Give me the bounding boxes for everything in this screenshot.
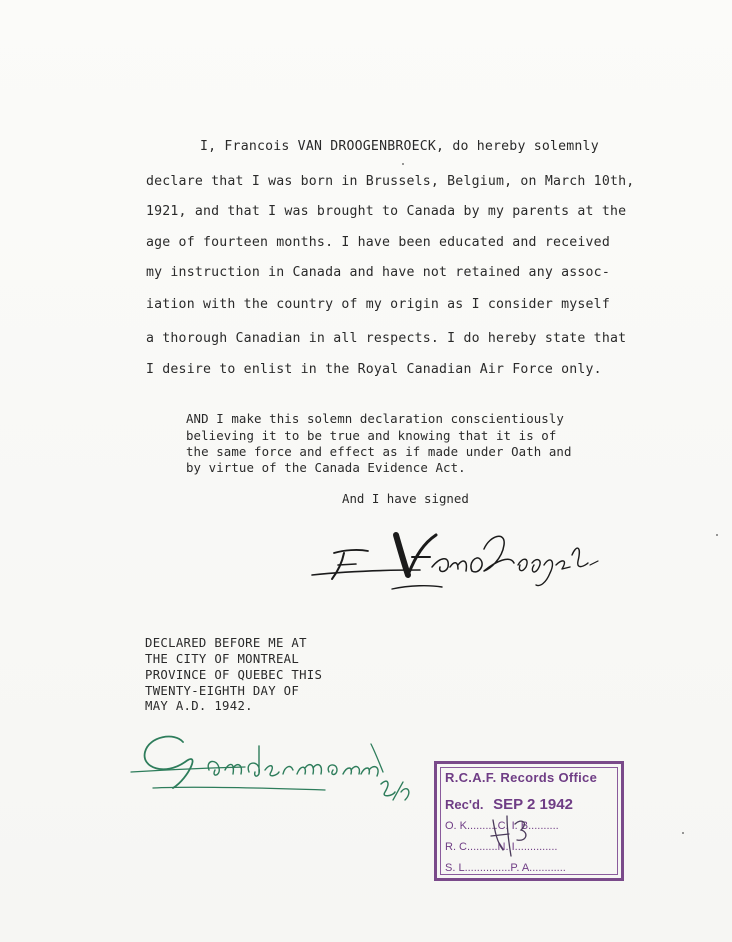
solemn-line: by virtue of the Canada Evidence Act. — [186, 460, 466, 475]
declaration-line: I, Francois VAN DROOGENBROECK, do hereby solemnly — [200, 139, 599, 154]
declaration-line: 1921, and that I was brought to Canada by my parents at the — [146, 204, 627, 219]
declared-line: TWENTY-EIGHTH DAY OF — [145, 684, 300, 698]
declared-line: PROVINCE OF QUEBEC THIS — [145, 668, 323, 682]
declaration-line: iation with the country of my origin as I consider myself — [146, 297, 610, 312]
stamp-ok-row: O. K..........C. I. B.......... — [445, 820, 559, 832]
declaration-line: a thorough Canadian in all respects. I do hereby state that — [146, 331, 627, 346]
declaration-line: my instruction in Canada and have not retained any assoc- — [146, 265, 610, 280]
declarant-signature — [300, 515, 610, 600]
paper-speck — [716, 534, 718, 536]
declaration-line: I desire to enlist in the Royal Canadian Air Force only. — [146, 362, 602, 377]
records-office-stamp — [434, 761, 624, 881]
solemn-line: AND I make this solemn declaration conscientiously — [186, 411, 564, 426]
stamp-title: R.C.A.F. Records Office — [445, 770, 598, 785]
declared-line: MAY A.D. 1942. — [145, 699, 253, 713]
declared-line: DECLARED BEFORE ME AT — [145, 636, 307, 650]
paper-speck — [402, 163, 404, 165]
stamp-date: SEP 2 1942 — [493, 796, 573, 813]
declaration-line: declare that I was born in Brussels, Belgium, on March 10th, — [146, 174, 635, 189]
solemn-line: believing it to be true and knowing that it is of — [186, 428, 557, 443]
paper-speck — [682, 832, 684, 834]
witness-signature — [125, 722, 415, 810]
stamp-initials — [485, 810, 535, 860]
declared-line: THE CITY OF MONTREAL — [145, 652, 300, 666]
signed-statement: And I have signed — [342, 491, 469, 506]
declaration-line: age of fourteen months. I have been educated and received — [146, 235, 610, 250]
stamp-sl-row: S. L...............P. A............ — [445, 862, 566, 874]
solemn-line: the same force and effect as if made under Oath and — [186, 444, 572, 459]
stamp-rc-row: R. C..........N. I.............. — [445, 841, 558, 853]
stamp-received-label: Rec'd. — [445, 797, 484, 812]
